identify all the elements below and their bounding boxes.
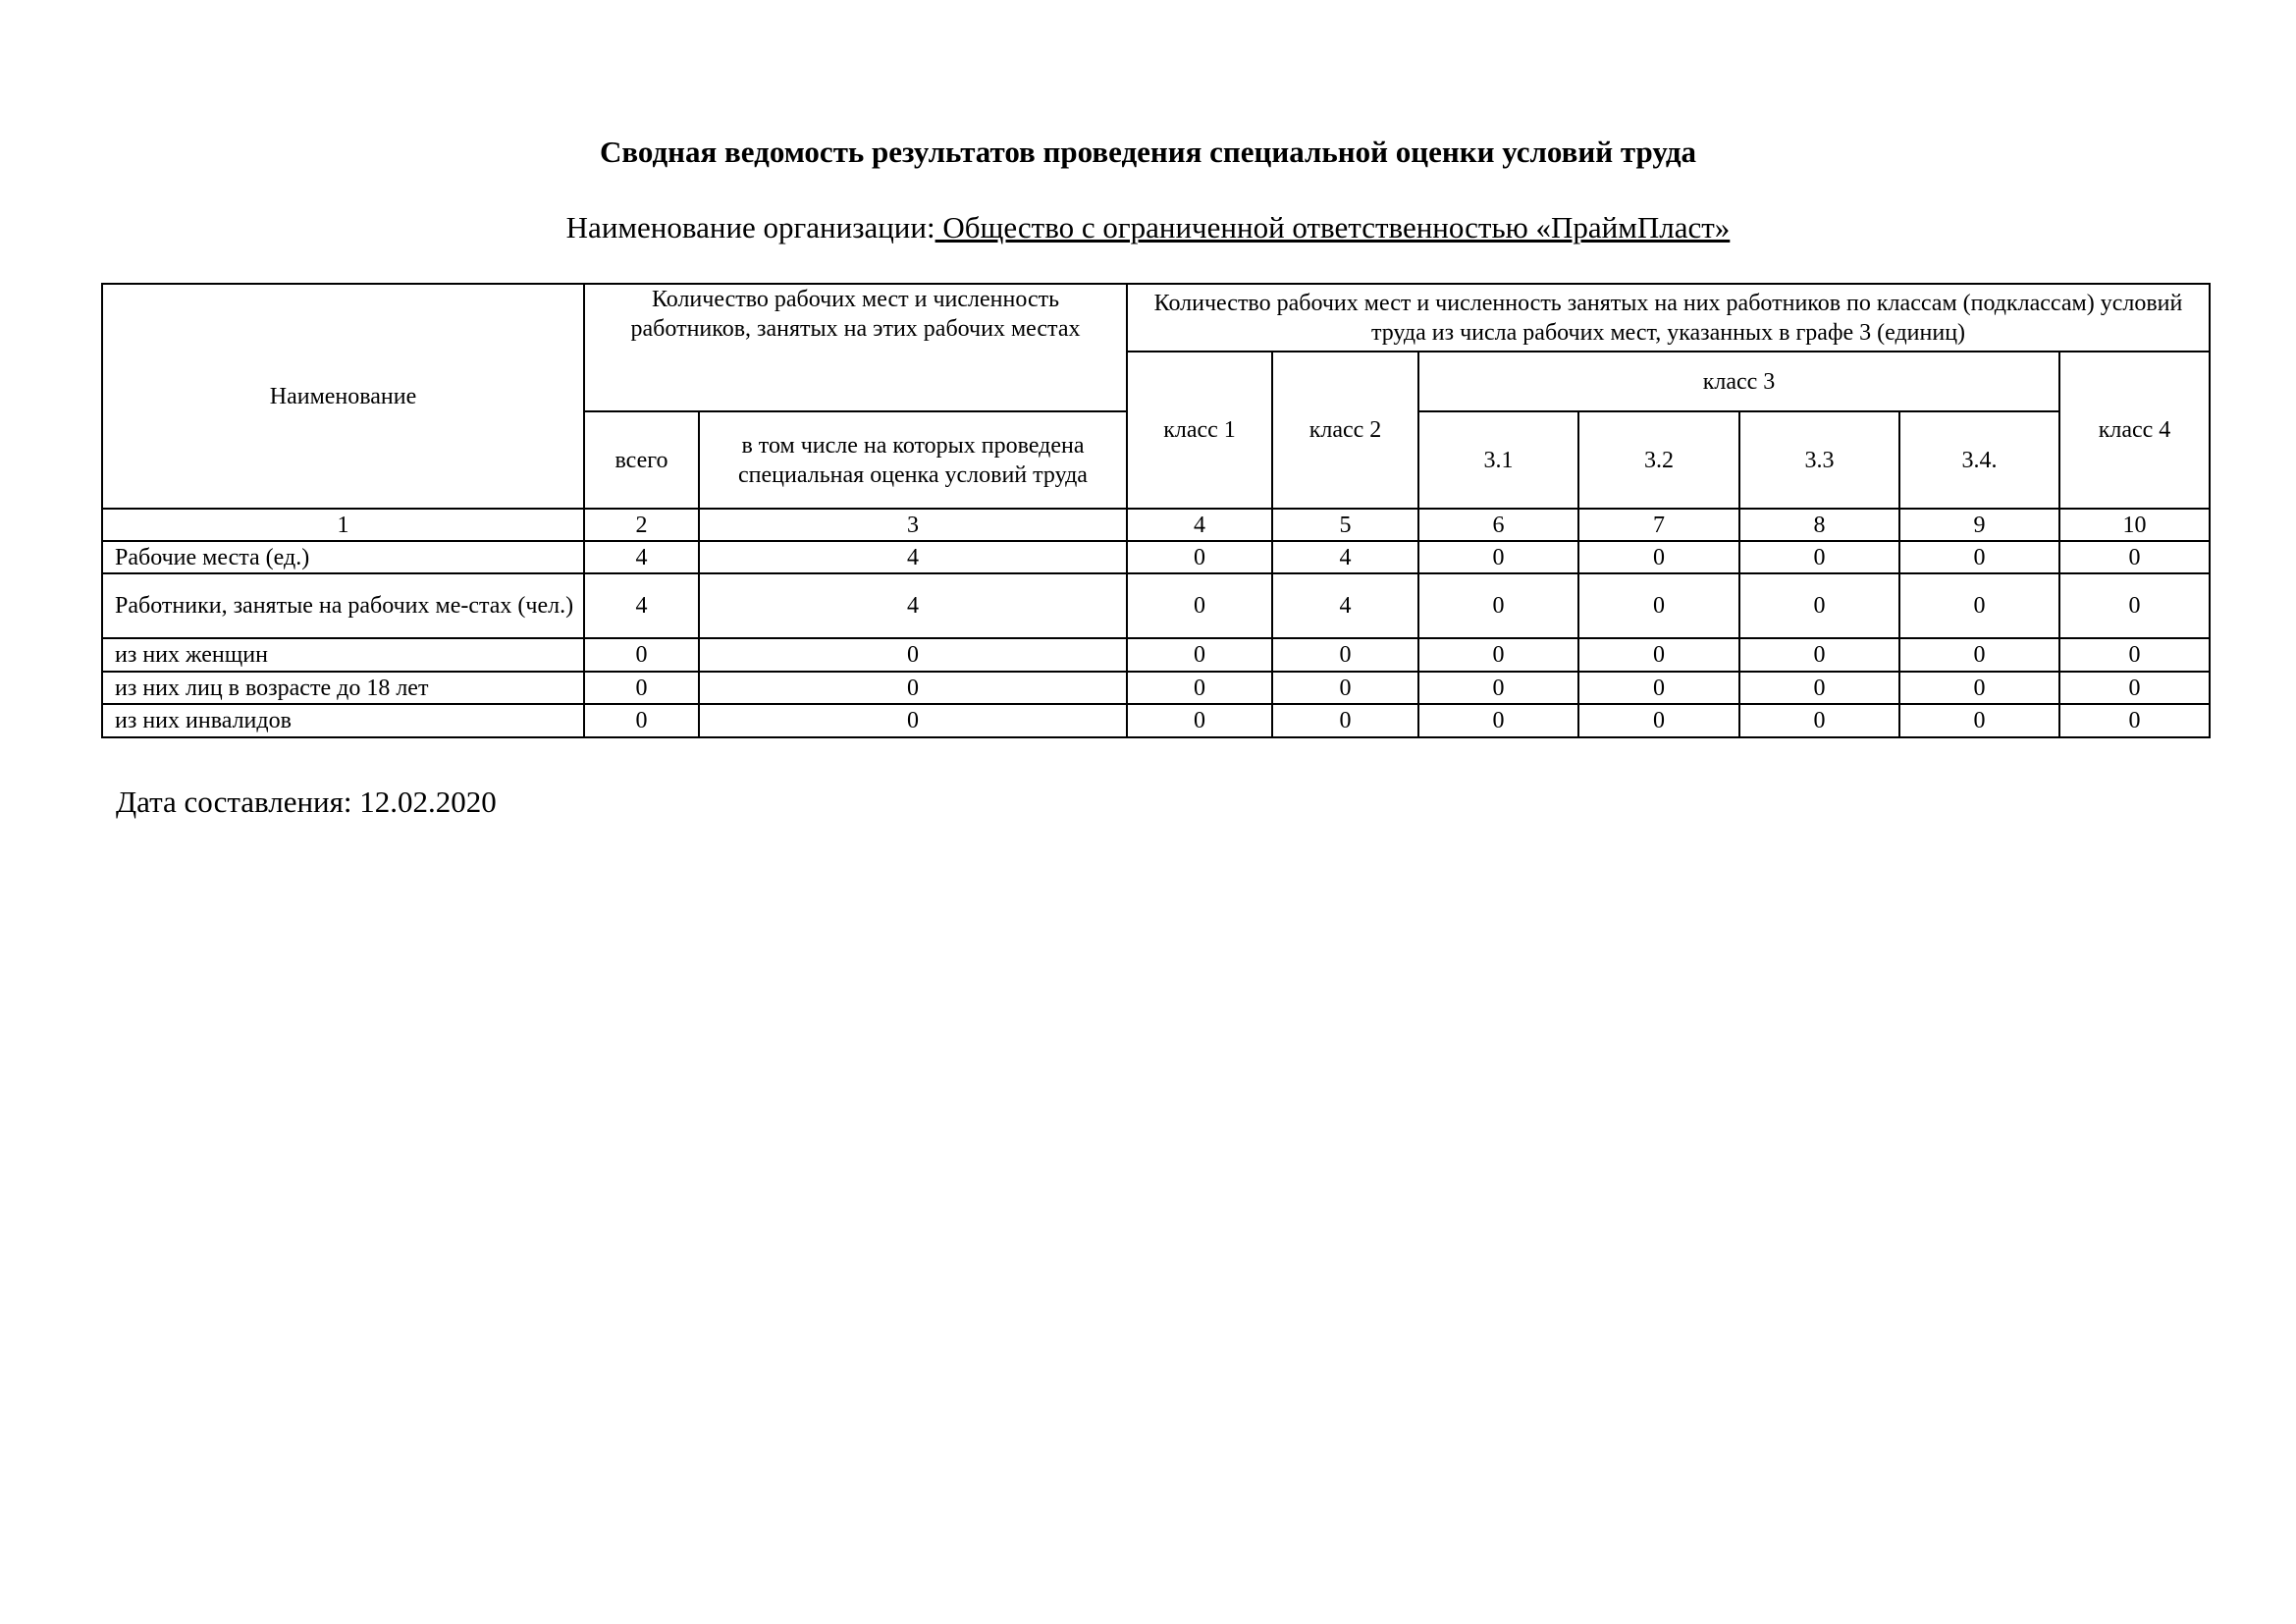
cell-value: 0 xyxy=(1578,638,1739,672)
cell-value: 0 xyxy=(2059,638,2210,672)
cell-value: 0 xyxy=(1418,638,1578,672)
cell-value: 4 xyxy=(1272,573,1418,638)
column-number: 5 xyxy=(1272,509,1418,541)
cell-value: 0 xyxy=(1127,573,1272,638)
cell-value: 4 xyxy=(584,541,699,573)
cell-value: 0 xyxy=(1899,672,2059,704)
cell-value: 0 xyxy=(1418,672,1578,704)
cell-value: 0 xyxy=(1899,704,2059,737)
cell-value: 0 xyxy=(1739,573,1899,638)
document-title: Сводная ведомость результатов проведения специальной оценки условий труда xyxy=(599,135,1697,169)
header-class-1: класс 1 xyxy=(1127,352,1272,509)
cell-value: 0 xyxy=(1272,672,1418,704)
column-number: 10 xyxy=(2059,509,2210,541)
cell-value: 0 xyxy=(1739,704,1899,737)
row-label: из них женщин xyxy=(102,638,584,672)
cell-value: 0 xyxy=(1272,704,1418,737)
header-name: Наименование xyxy=(102,284,584,509)
column-number: 8 xyxy=(1739,509,1899,541)
column-number: 7 xyxy=(1578,509,1739,541)
table-row xyxy=(102,541,2210,573)
column-number: 1 xyxy=(102,509,584,541)
header-classes-group: Количество рабочих мест и численность занятых на них работников по классам (подклассам) условий труда из числа рабочих мест, указанных в графе 3 (единиц) xyxy=(1127,284,2210,352)
table-row xyxy=(102,704,2210,737)
cell-value: 0 xyxy=(1418,573,1578,638)
column-number: 6 xyxy=(1418,509,1578,541)
cell-value: 0 xyxy=(2059,541,2210,573)
cell-value: 0 xyxy=(1578,704,1739,737)
header-workplaces-group: Количество рабочих мест и численность работников, занятых на этих рабочих местах xyxy=(584,284,1127,411)
row-label: из них инвалидов xyxy=(102,704,584,737)
cell-value: 0 xyxy=(1418,704,1578,737)
cell-value: 0 xyxy=(1739,638,1899,672)
header-total: всего xyxy=(584,411,699,509)
summary-table xyxy=(101,283,2211,738)
cell-value: 0 xyxy=(2059,704,2210,737)
column-number-row xyxy=(102,509,2210,541)
table-row xyxy=(102,672,2210,704)
row-label: Рабочие места (ед.) xyxy=(102,541,584,573)
column-number: 2 xyxy=(584,509,699,541)
row-label: из них лиц в возрасте до 18 лет xyxy=(102,672,584,704)
cell-value: 0 xyxy=(584,672,699,704)
header-subclass-3-4: 3.4. xyxy=(1899,411,2059,509)
cell-value: 4 xyxy=(584,573,699,638)
cell-value: 0 xyxy=(699,638,1127,672)
cell-value: 0 xyxy=(1899,573,2059,638)
organization-name: Общество с ограниченной ответственностью «ПраймПласт» xyxy=(934,210,1731,244)
cell-value: 0 xyxy=(699,704,1127,737)
cell-value: 0 xyxy=(2059,573,2210,638)
table-row xyxy=(102,573,2210,638)
column-number: 3 xyxy=(699,509,1127,541)
header-subclass-3-3: 3.3 xyxy=(1739,411,1899,509)
cell-value: 4 xyxy=(1272,541,1418,573)
cell-value: 0 xyxy=(1127,672,1272,704)
cell-value: 4 xyxy=(699,541,1127,573)
row-label: Работники, занятые на рабочих ме-стах (чел.) xyxy=(102,573,584,638)
cell-value: 0 xyxy=(1899,541,2059,573)
cell-value: 0 xyxy=(1418,541,1578,573)
organization-label: Наименование организации: xyxy=(565,210,935,244)
cell-value: 0 xyxy=(1899,638,2059,672)
header-class-2: класс 2 xyxy=(1272,352,1418,509)
cell-value: 0 xyxy=(1127,638,1272,672)
header-subclass-3-2: 3.2 xyxy=(1578,411,1739,509)
cell-value: 0 xyxy=(1739,541,1899,573)
header-class-4: класс 4 xyxy=(2059,352,2210,509)
cell-value: 0 xyxy=(1127,541,1272,573)
column-number: 9 xyxy=(1899,509,2059,541)
table-row xyxy=(102,638,2210,672)
header-class-3: класс 3 xyxy=(1418,352,2059,411)
cell-value: 0 xyxy=(1127,704,1272,737)
organization-line xyxy=(0,208,2296,247)
date-label: Дата составления: xyxy=(116,785,352,819)
cell-value: 0 xyxy=(1578,672,1739,704)
compilation-date xyxy=(116,783,497,822)
cell-value: 0 xyxy=(2059,672,2210,704)
cell-value: 0 xyxy=(1578,573,1739,638)
cell-value: 0 xyxy=(584,704,699,737)
cell-value: 0 xyxy=(1578,541,1739,573)
cell-value: 0 xyxy=(1272,638,1418,672)
column-number: 4 xyxy=(1127,509,1272,541)
cell-value: 0 xyxy=(1739,672,1899,704)
cell-value: 4 xyxy=(699,573,1127,638)
cell-value: 0 xyxy=(699,672,1127,704)
date-value: 12.02.2020 xyxy=(359,785,497,819)
cell-value: 0 xyxy=(584,638,699,672)
header-subclass-3-1: 3.1 xyxy=(1418,411,1578,509)
header-assessed: в том числе на которых проведена специальная оценка условий труда xyxy=(699,411,1127,509)
